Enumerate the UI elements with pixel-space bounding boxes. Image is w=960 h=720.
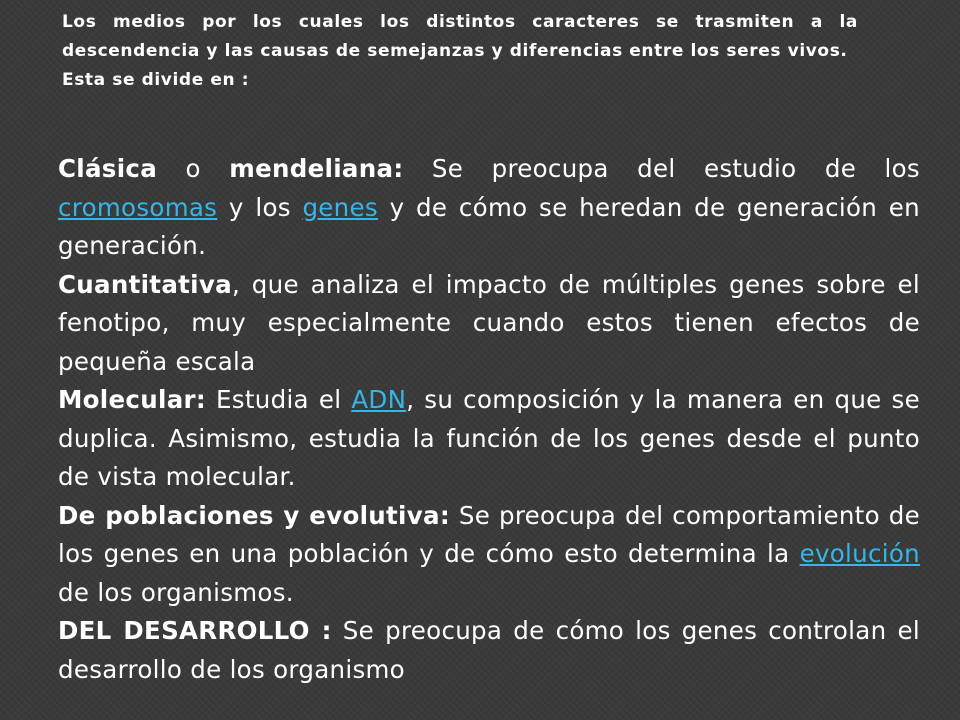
- branch-item-molecular: [58, 381, 920, 497]
- branch-item-poblaciones: [58, 497, 920, 613]
- term-mendeliana: mendeliana:: [229, 154, 404, 183]
- term-cuantitativa: Cuantitativa: [58, 269, 232, 299]
- term-molecular: Molecular:: [58, 385, 207, 414]
- branch-item-clasica: [58, 150, 920, 266]
- link-cromosomas[interactable]: cromosomas: [58, 192, 218, 222]
- clasica-text-2: y los: [217, 192, 303, 222]
- molecular-text-1: Estudia el: [206, 385, 352, 414]
- link-adn[interactable]: ADN: [351, 385, 407, 414]
- term-poblaciones: De poblaciones y evolutiva:: [58, 500, 450, 530]
- clasica-text-3: y de cómo se heredan de generación en generación.: [58, 192, 920, 260]
- link-genes[interactable]: genes: [302, 192, 378, 222]
- connector-text: o: [157, 154, 230, 183]
- intro-block: [62, 8, 858, 95]
- clasica-text-1: Se preocupa del estudio de los: [403, 154, 920, 183]
- molecular-text-2: , su composición y la manera en que se duplica. Asimismo, estudia la función de los genes desde el punto de vista molecular.: [58, 385, 920, 491]
- term-desarrollo: DEL DESARROLLO :: [58, 616, 332, 645]
- branch-item-cuantitativa: [58, 266, 920, 382]
- intro-divide-line: Esta se divide en :: [62, 70, 250, 90]
- intro-paragraph: Los medios por los cuales los distintos caracteres se trasmiten a la descendencia y las causas de semejanzas y diferencias entre los seres vivos.: [62, 12, 858, 61]
- branch-item-desarrollo: [58, 612, 920, 689]
- desarrollo-text: Se preocupa de cómo los genes controlan el desarrollo de los organismo: [58, 616, 920, 684]
- branches-list: [58, 150, 920, 689]
- link-evolucion[interactable]: evolución: [799, 539, 920, 568]
- poblaciones-text-2: de los organismos.: [58, 577, 294, 607]
- term-clasica: Clásica: [58, 154, 158, 183]
- cuantitativa-text: , que analiza el impacto de múltiples genes sobre el fenotipo, muy especialmente cuando estos tienen efectos de pequeña escala: [58, 269, 920, 376]
- poblaciones-text-1: Se preocupa del comportamiento de los genes en una población y de cómo esto determina la: [58, 500, 921, 568]
